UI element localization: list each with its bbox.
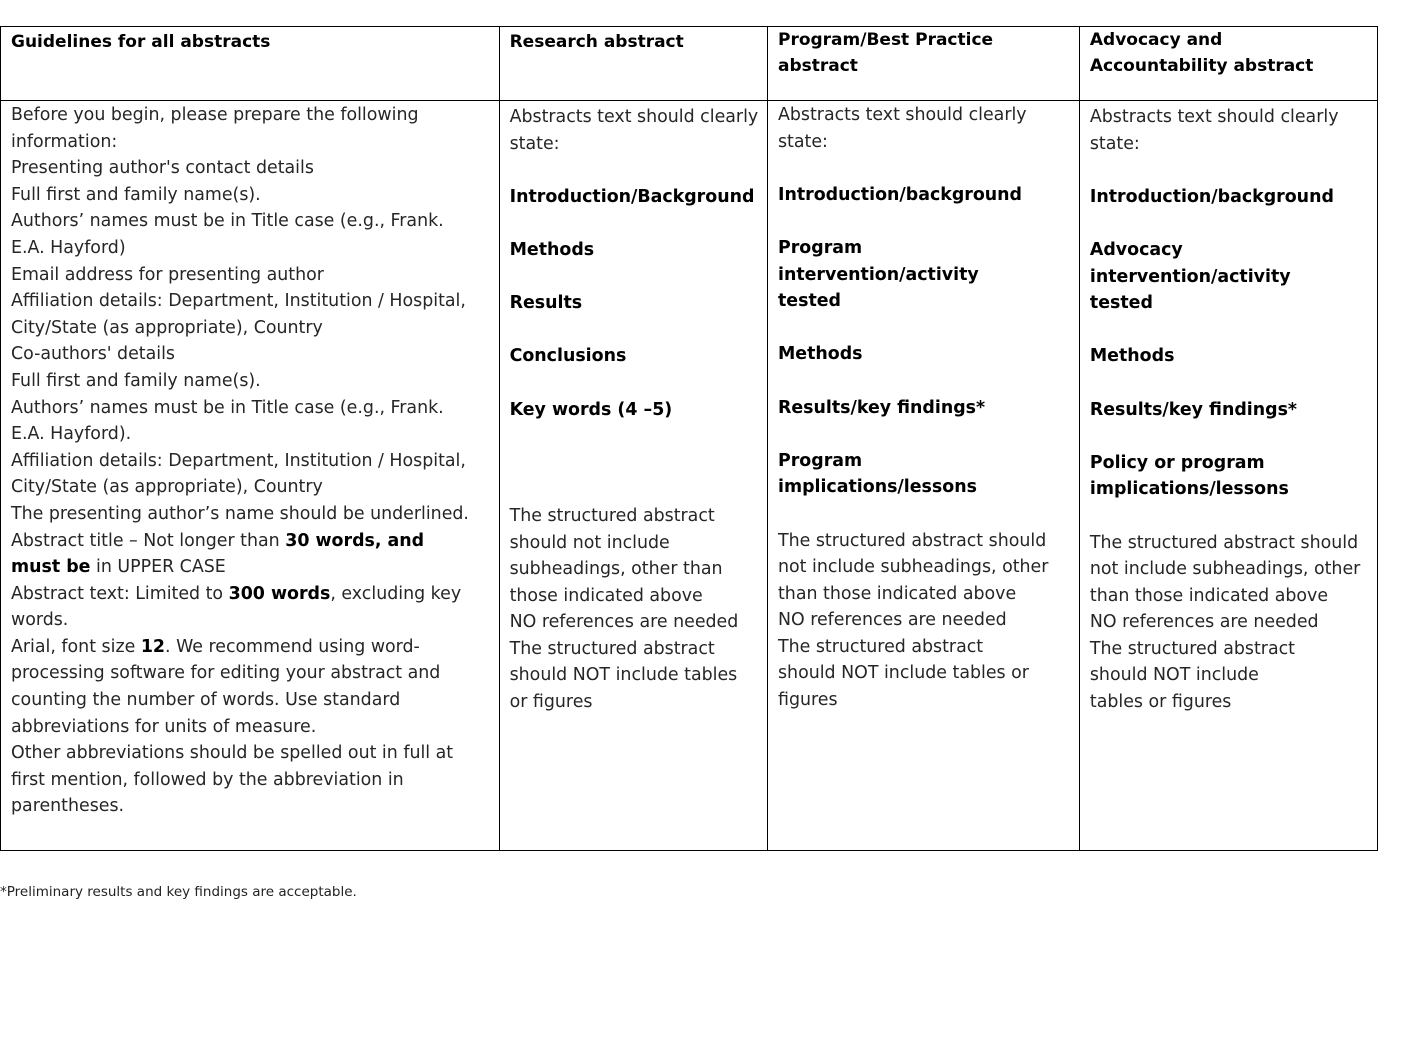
section-heading: Introduction/Background [509, 186, 755, 207]
text-line: not include subheadings, other [1089, 559, 1361, 580]
text-line: words. [11, 610, 69, 631]
text-line: Email address for presenting author [11, 264, 324, 285]
text-line: The structured abstract should [777, 530, 1047, 551]
section-heading: Results [509, 293, 583, 314]
text-line: not include subheadings, other [777, 557, 1049, 578]
section-heading: intervention/activity [1089, 266, 1291, 287]
text-line: processing software for editing your abstract and [11, 663, 441, 684]
text-line: NO references are needed [1089, 612, 1319, 633]
section-heading: tested [1089, 293, 1153, 314]
text-span: Arial, font size [11, 636, 141, 657]
section-heading: Methods [509, 239, 595, 260]
guidelines-cell [1, 101, 500, 851]
section-heading: implications/lessons [1089, 479, 1289, 500]
text-line: Abstracts text should clearly [509, 107, 759, 127]
text-line: Abstracts text should clearly [777, 105, 1027, 125]
text-line: The structured abstract [509, 638, 715, 659]
header-research: Research abstract [509, 32, 684, 52]
text-line: Full first and family name(s). [11, 370, 261, 391]
bold-text: must be [11, 557, 91, 578]
text-line: state: [1089, 133, 1140, 154]
text-line: E.A. Hayford). [11, 424, 132, 445]
text-line: or figures [509, 692, 593, 713]
header-guidelines: Guidelines for all abstracts [11, 32, 271, 52]
section-heading: Introduction/background [1089, 186, 1334, 207]
section-heading: Conclusions [509, 346, 627, 367]
text-line: The structured abstract [1089, 638, 1295, 659]
text-span: in UPPER CASE [90, 557, 226, 578]
text-line: NO references are needed [509, 612, 739, 633]
text-line: state: [509, 133, 560, 154]
header-advocacy-line1: Advocacy and [1089, 30, 1223, 50]
text-line: Before you begin, please prepare the following [11, 105, 419, 125]
section-heading: tested [777, 291, 841, 312]
program-cell [767, 101, 1079, 851]
text-line: information: [11, 131, 118, 152]
text-line: state: [777, 131, 828, 152]
text-line: should not include [509, 532, 670, 553]
text-line: Affiliation details: Department, Institution / Hospital, [11, 291, 466, 312]
text-span: Abstract title – Not longer than [11, 530, 286, 551]
header-row [1, 27, 1378, 101]
section-heading: Results/key findings* [1089, 399, 1298, 420]
text-span: , excluding key [330, 583, 462, 604]
bold-text: 12 [140, 636, 166, 657]
section-heading: Program [777, 450, 863, 471]
text-span: . We recommend using word- [165, 636, 420, 657]
text-line: The structured abstract [777, 636, 984, 657]
header-cell-guidelines [1, 27, 500, 101]
text-line: Co-authors' details [11, 344, 175, 365]
section-heading: Key words (4 –5) [509, 399, 673, 420]
bold-text: 30 words, and [285, 530, 425, 551]
text-line: Abstracts text should clearly [1089, 107, 1339, 127]
text-line: should NOT include tables or [777, 663, 1029, 684]
section-heading: Results/key findings* [777, 397, 986, 418]
text-line: Authors’ names must be in Title case (e.g., Frank. [11, 211, 444, 232]
advocacy-cell [1079, 101, 1377, 851]
text-line: Full first and family name(s). [11, 184, 261, 205]
header-program-line1: Program/Best Practice [777, 30, 994, 50]
section-heading: Methods [1089, 346, 1175, 367]
text-line: The structured abstract [509, 505, 715, 526]
content-row [1, 101, 1378, 851]
text-line: tables or figures [1089, 692, 1232, 713]
text-line: subheadings, other than [509, 559, 723, 580]
text-line: Presenting author's contact details [11, 158, 314, 179]
text-span: Abstract text: Limited to [11, 583, 229, 604]
bold-text: 300 words [228, 583, 331, 604]
text-line: Authors’ names must be in Title case (e.g., Frank. [11, 397, 444, 418]
text-line: than those indicated above [777, 583, 1017, 604]
text-line: figures [777, 690, 838, 711]
section-heading: Introduction/background [777, 184, 1023, 205]
text-line: E.A. Hayford) [11, 237, 126, 258]
text-line: should NOT include tables [509, 665, 738, 686]
header-cell-program [767, 27, 1079, 101]
text-line: NO references are needed [777, 610, 1007, 631]
text-line [11, 634, 489, 661]
section-heading: implications/lessons [777, 477, 977, 498]
text-line [11, 581, 489, 608]
header-advocacy-line2: Accountability abstract [1089, 56, 1314, 76]
guidelines-table [0, 26, 1378, 851]
text-line: counting the number of words. Use standard [11, 690, 401, 711]
text-line: The structured abstract should [1089, 532, 1359, 553]
section-heading: Methods [777, 344, 863, 365]
text-line: abbreviations for units of measure. [11, 716, 317, 737]
text-line: Other abbreviations should be spelled out in full at [11, 743, 454, 764]
header-cell-advocacy [1079, 27, 1377, 101]
text-line: Affiliation details: Department, Institution / Hospital, [11, 450, 466, 471]
text-line: first mention, followed by the abbreviation in [11, 769, 404, 790]
text-line: parentheses. [11, 796, 125, 817]
header-program-line2: abstract [777, 56, 858, 76]
text-line: than those indicated above [1089, 585, 1329, 606]
footnote: *Preliminary results and key findings are acceptable. [0, 884, 357, 900]
text-line: should NOT include [1089, 665, 1259, 686]
header-cell-research [499, 27, 767, 101]
text-line: The presenting author’s name should be underlined. [11, 503, 469, 524]
section-heading: Advocacy [1089, 239, 1183, 260]
text-line: City/State (as appropriate), Country [11, 317, 323, 338]
section-heading: intervention/activity [777, 264, 979, 285]
section-heading: Program [777, 237, 863, 258]
text-line: City/State (as appropriate), Country [11, 477, 323, 498]
text-line [11, 528, 489, 555]
research-cell [499, 101, 767, 851]
section-heading: Policy or program [1089, 452, 1265, 473]
text-line [11, 554, 489, 581]
text-line: those indicated above [509, 585, 703, 606]
